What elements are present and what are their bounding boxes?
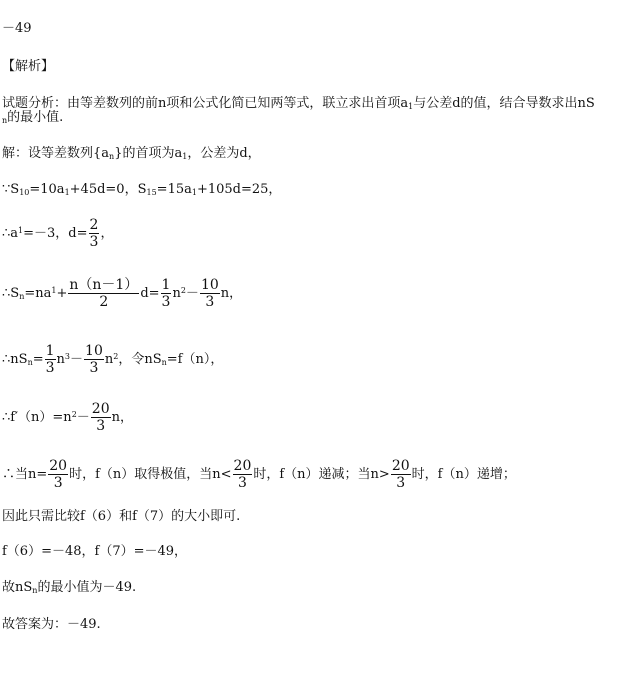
fraction xyxy=(89,218,100,249)
text: 时，f（n）取得极值，当n< xyxy=(69,467,232,482)
analysis-text: 的最小值. xyxy=(7,110,64,125)
text: － xyxy=(185,286,199,301)
text: = xyxy=(32,352,44,367)
text: ∴nS xyxy=(2,352,28,367)
text: ，公差为d， xyxy=(187,146,261,161)
solution-line-2 xyxy=(2,182,281,201)
fraction xyxy=(233,459,253,490)
text: ，令nS xyxy=(118,352,162,367)
text: n xyxy=(172,286,181,301)
subscript: 10 xyxy=(19,188,30,197)
text: +105d=25， xyxy=(196,182,282,197)
text: }的首项为a xyxy=(114,146,183,161)
superscript: 1 xyxy=(18,226,24,235)
subscript: 1 xyxy=(64,188,70,197)
superscript: 2 xyxy=(113,352,119,361)
text: + xyxy=(56,286,68,301)
fraction-denominator: 2 xyxy=(99,294,109,310)
subscript: n xyxy=(32,586,38,595)
subscript: 15 xyxy=(146,188,157,197)
subscript: n xyxy=(109,152,115,161)
superscript: 2 xyxy=(180,286,186,295)
analysis-text: 与公差d的值，结合导数求出nS xyxy=(413,96,595,111)
text: +45d=0，S xyxy=(69,182,147,197)
solution-line-6 xyxy=(2,402,133,433)
subscript: n xyxy=(27,358,33,367)
fraction-denominator: 3 xyxy=(238,475,247,491)
superscript: 2 xyxy=(71,410,77,419)
fraction-denominator: 3 xyxy=(89,360,99,376)
answer-top: －49 xyxy=(2,21,32,36)
fraction-numerator: n（n－1） xyxy=(69,277,139,293)
fraction-numerator: 20 xyxy=(233,458,252,474)
text: 时，f（n）递减；当n> xyxy=(253,467,390,482)
text: － xyxy=(76,410,90,425)
analysis-line-1 xyxy=(2,96,595,115)
text: 时，f（n）递增； xyxy=(411,467,516,482)
solution-line-1 xyxy=(2,146,261,165)
solution-line-8: 因此只需比较f（6）和f（7）的大小即可. xyxy=(2,509,241,524)
fraction-denominator: 3 xyxy=(89,234,99,250)
fraction xyxy=(161,278,172,309)
text: =15a xyxy=(156,182,192,197)
superscript: 1 xyxy=(51,286,57,295)
text: ∵S xyxy=(2,182,20,197)
fraction-numerator: 10 xyxy=(200,277,219,293)
fraction xyxy=(48,459,68,490)
text: ∴a xyxy=(2,226,19,241)
fraction xyxy=(45,344,56,375)
text: 故nS xyxy=(2,580,33,595)
text: ， xyxy=(100,226,114,241)
text: ∴f′（n）=n xyxy=(2,410,72,425)
final-answer: 故答案为：－49. xyxy=(2,617,101,632)
text: n， xyxy=(220,286,243,301)
analysis-text: 试题分析：由等差数列的前n项和公式化简已知两等式，联立求出首项a xyxy=(2,96,409,111)
solution-line-3 xyxy=(2,218,113,249)
fraction-denominator: 3 xyxy=(396,475,406,491)
text: ∴S xyxy=(2,286,20,301)
text: =na xyxy=(24,286,52,301)
analysis-line-2 xyxy=(2,110,63,129)
text: n xyxy=(56,352,65,367)
superscript: 3 xyxy=(64,352,71,361)
solution-line-4 xyxy=(2,278,242,309)
fraction-numerator: 20 xyxy=(91,401,110,417)
fraction xyxy=(391,459,411,490)
fraction-numerator: 1 xyxy=(161,277,171,293)
solution-line-5 xyxy=(2,344,223,375)
solution-line-9: f（6）=－48，f（7）=－49， xyxy=(2,544,188,559)
fraction xyxy=(200,278,220,309)
subscript: n xyxy=(19,292,25,301)
text: =－3，d= xyxy=(23,226,88,241)
fraction-denominator: 3 xyxy=(205,294,215,310)
fraction xyxy=(68,278,139,309)
solution-line-7 xyxy=(2,459,516,490)
text: 的最小值为－49. xyxy=(37,580,137,595)
solution-line-10 xyxy=(2,580,136,599)
section-title: 【解析】 xyxy=(2,59,55,74)
subscript: 1 xyxy=(191,188,197,197)
fraction xyxy=(91,402,111,433)
text: － xyxy=(70,352,84,367)
text: n xyxy=(104,352,114,367)
fraction-denominator: 3 xyxy=(96,418,106,434)
subscript: 1 xyxy=(408,102,414,111)
subscript: n xyxy=(161,358,167,367)
fraction-numerator: 2 xyxy=(89,217,99,233)
text: ∴当n= xyxy=(2,467,48,482)
text: =f（n）， xyxy=(166,352,224,367)
fraction-denominator: 3 xyxy=(53,475,63,491)
subscript: 1 xyxy=(182,152,188,161)
text: =10a xyxy=(29,182,65,197)
fraction-numerator: 1 xyxy=(45,343,55,359)
fraction-denominator: 3 xyxy=(45,360,55,376)
text: 解：设等差数列{a xyxy=(2,146,110,161)
fraction-denominator: 3 xyxy=(161,294,171,310)
subscript: n xyxy=(2,116,8,125)
fraction xyxy=(84,344,104,375)
fraction-numerator: 10 xyxy=(85,343,103,359)
text: n， xyxy=(111,410,133,425)
fraction-numerator: 20 xyxy=(49,458,68,474)
text: d= xyxy=(140,286,160,301)
fraction-numerator: 20 xyxy=(391,458,410,474)
